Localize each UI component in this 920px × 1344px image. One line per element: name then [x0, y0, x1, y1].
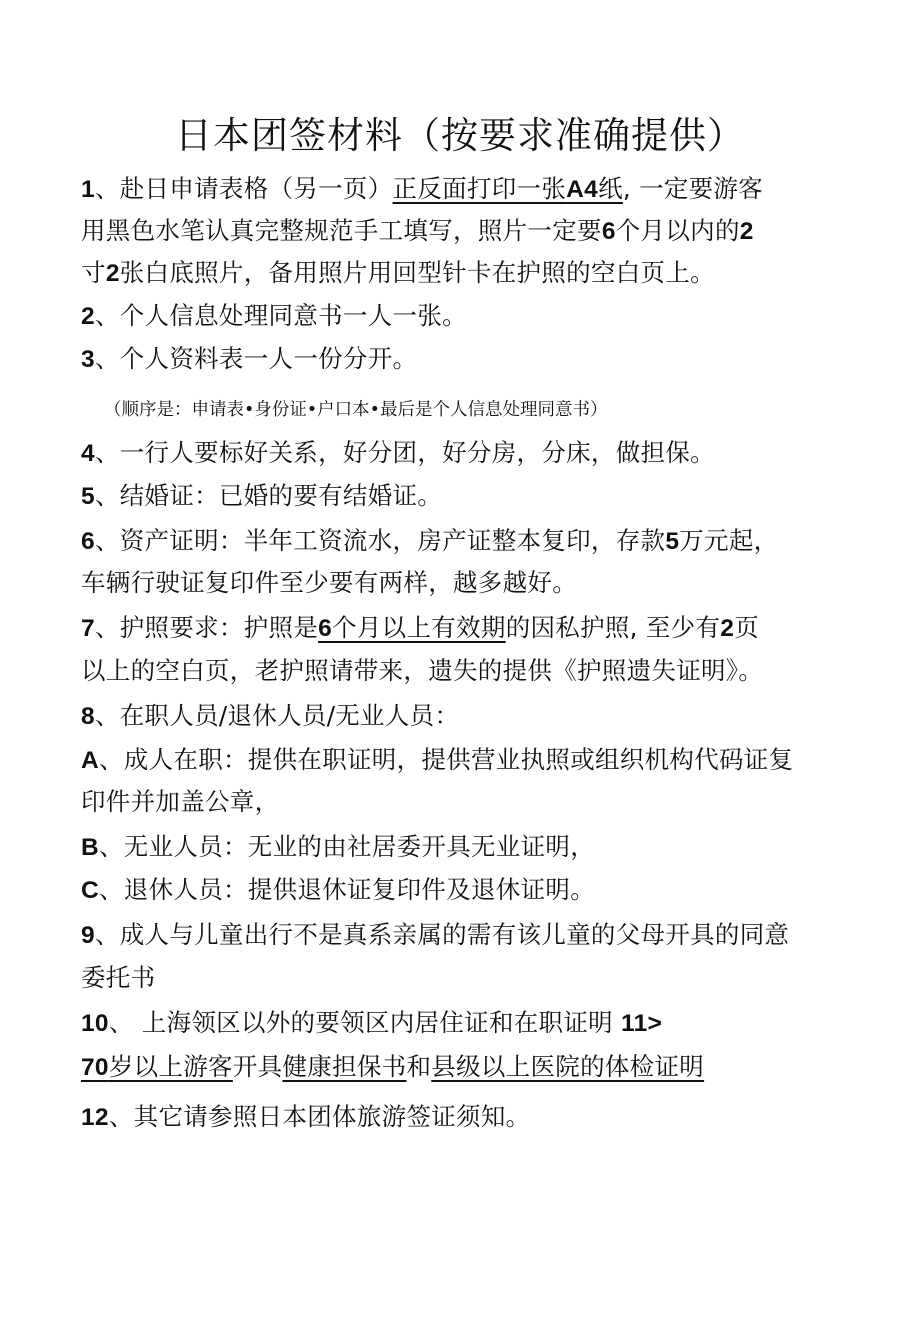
- item-number: 12: [81, 1104, 109, 1131]
- item-number: B: [81, 834, 99, 861]
- document-title: 日本团签材料（按要求准确提供）: [175, 114, 745, 157]
- item-6-line-1: 6、资产证明：半年工资流水，房产证整本复印，存款5万元起，: [81, 526, 779, 555]
- item-number: 9: [81, 922, 95, 949]
- item-1-line-3: 寸2张白底照片，备用照片用回型针卡在护照的空白页上。: [81, 258, 715, 287]
- item-number: 10: [81, 1010, 109, 1037]
- item-4: 4、一行人要标好关系，好分团，好分房，分床，做担保。: [81, 438, 715, 467]
- underlined-text: 6个月以上有效期: [318, 613, 506, 642]
- item-b: B、无业人员：无业的由社居委开具无业证明，: [81, 832, 595, 861]
- item-number: 6: [81, 528, 95, 555]
- item-number: 8: [81, 703, 95, 730]
- item-number: 1: [81, 176, 95, 203]
- order-note: （顺序是：申请表•身份证•户口本•最后是个人信息处理同意书）: [104, 400, 608, 420]
- item-9-line-1: 9、成人与儿童出行不是真系亲属的需有该儿童的父母开具的同意: [81, 920, 790, 949]
- item-10: 10、 上海领区以外的要领区内居住证和在职证明 11>: [81, 1008, 663, 1037]
- item-number: 5: [81, 483, 95, 510]
- item-text: , 一定要游客: [622, 174, 764, 203]
- item-number: A: [81, 747, 99, 774]
- item-7-line-1: 7、护照要求：护照是6个月以上有效期的因私护照, 至少有2页: [81, 613, 760, 642]
- item-6-line-2: 车辆行驶证复印件至少要有两样，越多越好。: [81, 568, 577, 597]
- item-8: 8、在职人员/退休人员/无业人员：: [81, 701, 460, 730]
- item-1-line-2: 用黑色水笔认真完整规范手工填写，照片一定要6个月以内的2: [81, 216, 754, 245]
- underlined-text: 70岁以上游客: [81, 1052, 233, 1081]
- item-number: 7: [81, 615, 95, 642]
- item-number: C: [81, 877, 99, 904]
- item-1-line-1: [81, 172, 763, 207]
- item-number: 4: [81, 440, 95, 467]
- item-9-line-2: 委托书: [81, 963, 156, 992]
- item-number: 2: [81, 303, 95, 330]
- item-7-line-2: 以上的空白页，老护照请带来，遗失的提供《护照遗失证明》。: [81, 656, 764, 685]
- underlined-text: 健康担保书: [282, 1052, 407, 1081]
- item-3: 3、个人资料表一人一份分开。: [81, 344, 418, 373]
- item-a-line-2: 印件并加盖公章，: [81, 787, 280, 816]
- item-c: C、退休人员：提供退休证复印件及退休证明。: [81, 875, 595, 904]
- item-5: 5、结婚证：已婚的要有结婚证。: [81, 481, 443, 510]
- item-11: 70岁以上游客开具健康担保书和县级以上医院的体检证明: [81, 1052, 705, 1081]
- item-2: 2、个人信息处理同意书一人一张。: [81, 301, 467, 330]
- item-12: 12、其它请参照日本团体旅游签证须知。: [81, 1102, 531, 1131]
- item-11-number: 11>: [621, 1010, 663, 1037]
- underlined-text: 县级以上医院的体检证明: [431, 1052, 705, 1081]
- underlined-text: 正反面打印一张A4纸: [392, 174, 623, 203]
- item-text: 、赴日申请表格（另一页）: [94, 174, 393, 203]
- item-number: 3: [81, 346, 95, 373]
- item-a-line-1: A、成人在职：提供在职证明，提供营业执照或组织机构代码证复: [81, 745, 794, 774]
